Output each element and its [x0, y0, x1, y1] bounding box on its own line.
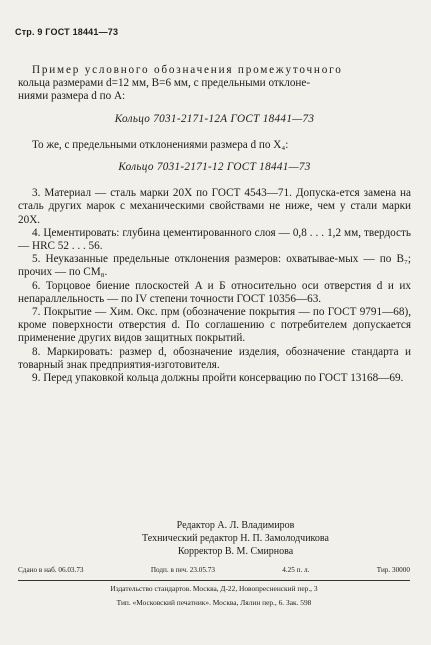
- example-designation-2: Кольцо 7031-2171-12 ГОСТ 18441—73: [118, 161, 311, 174]
- clause-7-coating: 7. Покрытие — Хим. Окс. прм (обозначение покрытия — по ГОСТ 9791—68), кроме поверхности отверстия d. По соглашению с потребителем допускается применение других видов защитных покрытий.: [18, 306, 411, 345]
- clause-9-preservation: 9. Перед упаковкой кольца должны пройти консервацию по ГОСТ 13168—69.: [32, 372, 404, 385]
- clause-8-marking: 8. Маркировать: размер d, обозначение изделия, обозначение стандарта и товарный знак предприятия-изготовителя.: [18, 345, 411, 371]
- signed-for-print: Подп. в печ. 23.05.73: [150, 566, 215, 574]
- paragraph-1-line-1: Пример условного обозначения промежуточного: [32, 64, 343, 76]
- editorial-credits: [0, 519, 431, 559]
- print-run: Тир. 30000: [376, 566, 410, 574]
- page-header: Стр. 9 ГОСТ 18441—73: [15, 27, 119, 37]
- clause-6-runout: 6. Торцовое биение плоскостей A и Б относительно оси отверстия d и их непараллельность — по IV степени точности ГОСТ 10356—63.: [18, 279, 411, 305]
- tech-editor-credit: Технический редактор Н. П. Замолодчикова: [142, 533, 329, 545]
- clause-3-material: 3. Материал — сталь марки 20Х по ГОСТ 4543—71. Допуска-ется замена на сталь других марок с механическими свойствами не ниже, чем у стали марки 20Х.: [18, 187, 411, 226]
- imprint-dates-row: [18, 566, 410, 577]
- publisher-line: Издательство стандартов. Москва, Д-22, Новопресненский пер., 3: [110, 584, 318, 593]
- paragraph-2: То же, с предельными отклонениями размера d по X₄:: [32, 138, 289, 151]
- sent-to-typesetting: Сдано в наб. 06.03.73: [18, 566, 84, 574]
- print-imprint: [18, 566, 410, 608]
- clause-4-cementation: 4. Цементировать: глубина цементированного слоя — 0,8 . . . 1,2 мм, твердость — HRC 52 . . . 56.: [18, 226, 411, 253]
- imprint-divider: [18, 580, 410, 581]
- print-sheets: 4.25 п. л.: [282, 566, 310, 574]
- corrector-credit: Корректор В. М. Смирнова: [177, 546, 294, 558]
- printer-line: Тип. «Московский печатник». Москва, Лялин пер., 6. Зак. 598: [116, 597, 312, 607]
- document-body: [18, 64, 411, 385]
- clause-5-tolerances: 5. Неуказанные предельные отклонения размеров: охватывае-мых — по B₇; прочих — по CM₈.: [18, 253, 411, 279]
- editor-credit: Редактор А. Л. Владимиров: [176, 520, 295, 531]
- example-designation-1: Кольцо 7031-2171-12А ГОСТ 18441—73: [114, 112, 315, 125]
- paragraph-1-line-3: ниями размера d по A:: [18, 90, 126, 103]
- paragraph-1-line-2: кольца размерами d=12 мм, B=6 мм, с предельными отклоне-: [18, 77, 311, 90]
